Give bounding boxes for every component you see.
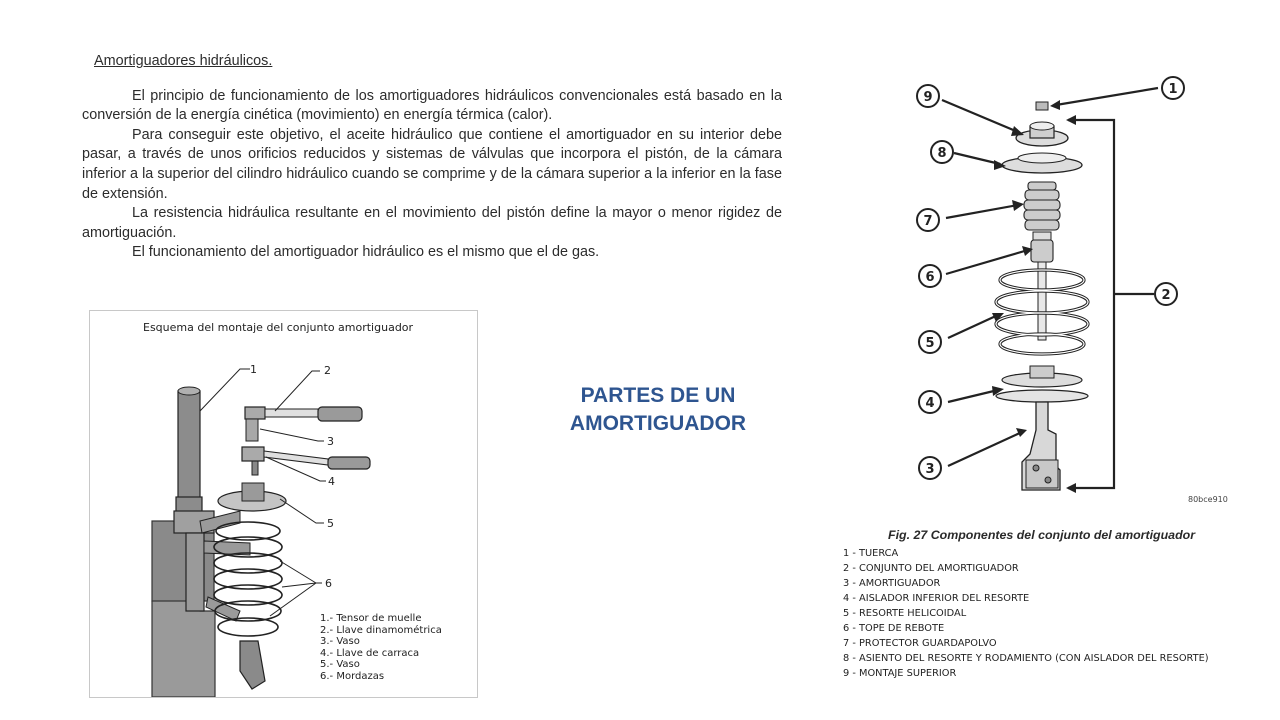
- mount-callout-4: 4: [328, 475, 335, 488]
- mount-callout-3: 3: [327, 435, 334, 448]
- parts-legend-item: 5 - RESORTE HELICOIDAL: [843, 608, 967, 619]
- mounting-legend: [320, 613, 442, 683]
- slide-title: PARTES DE UN AMORTIGUADOR: [569, 384, 747, 435]
- mounting-legend-item: 5.- Vaso: [320, 659, 360, 671]
- strut-callout-6: 6: [925, 270, 935, 285]
- mount-callout-1: 1: [250, 363, 257, 376]
- parts-legend: [843, 546, 1209, 681]
- article-paragraph: El principio de funcionamiento de los amortiguadores hidráulicos convencionales está basado en la conversión de la energía cinética (movimiento) en energía térmica (calor).: [82, 87, 782, 124]
- article-heading: Amortiguadores hidráulicos.: [94, 53, 273, 69]
- article-text: [82, 52, 782, 263]
- parts-legend-item: 6 - TOPE DE REBOTE: [843, 623, 945, 634]
- mounting-legend-item: 1.- Tensor de muelle: [320, 613, 422, 624]
- mount-callout-5: 5: [327, 517, 334, 530]
- strut-callout-7: 7: [923, 214, 933, 229]
- parts-legend-item: 7 - PROTECTOR GUARDAPOLVO: [843, 638, 997, 649]
- strut-callout-5: 5: [925, 336, 935, 351]
- mount-callout-2: 2: [324, 364, 331, 377]
- parts-legend-item: 9 - MONTAJE SUPERIOR: [843, 668, 957, 679]
- mounting-legend-item: 3.- Vaso: [320, 636, 360, 648]
- mounting-legend-item: 6.- Mordazas: [320, 670, 385, 682]
- parts-legend-item: 8 - ASIENTO DEL RESORTE Y RODAMIENTO (CON AISLADOR DEL RESORTE): [843, 653, 1209, 664]
- mounting-diagram-title: Esquema del montaje del conjunto amortiguador: [143, 321, 414, 334]
- parts-legend-item: 3 - AMORTIGUADOR: [843, 578, 941, 589]
- figure-code: 80bce910: [1188, 495, 1228, 504]
- strut-callout-1: 1: [1168, 82, 1178, 97]
- parts-legend-item: 2 - CONJUNTO DEL AMORTIGUADOR: [843, 563, 1019, 574]
- strut-callout-8: 8: [937, 146, 947, 161]
- parts-legend-item: 1 - TUERCA: [843, 548, 899, 559]
- strut-drawing: [890, 70, 1250, 515]
- parts-figure-caption: Fig. 27 Componentes del conjunto del amortiguador: [888, 528, 1196, 542]
- parts-legend-item: 4 - AISLADOR INFERIOR DEL RESORTE: [843, 593, 1030, 604]
- mounting-legend-item: 4.- Llave de carraca: [320, 647, 420, 659]
- strut-callout-4: 4: [925, 396, 935, 411]
- article-paragraph: El funcionamiento del amortiguador hidráulico es el mismo que el de gas.: [132, 244, 600, 261]
- strut-callout-9: 9: [923, 90, 933, 105]
- strut-callout-2: 2: [1161, 288, 1171, 303]
- mounting-legend-item: 2.- Llave dinamométrica: [320, 624, 442, 636]
- mounting-diagram: [89, 310, 478, 698]
- mount-callout-6: 6: [325, 577, 332, 590]
- strut-exploded-diagram: [890, 70, 1250, 515]
- article-paragraph: La resistencia hidráulica resultante en el movimiento del pistón define la mayor o menor rigidez de amortiguación.: [82, 205, 782, 241]
- strut-callout-3: 3: [925, 462, 935, 477]
- article-paragraph: Para conseguir este objetivo, el aceite hidráulico que contiene el amortiguador en su interior debe pasar, a través de unos orificios reducidos y sistemas de válvulas que incorpora el pistón, de la cámara inferior a la superior del cilindro hidráulico cuando se comprime y de la cámara superior a la inferior en la fase de extensión.: [82, 126, 782, 202]
